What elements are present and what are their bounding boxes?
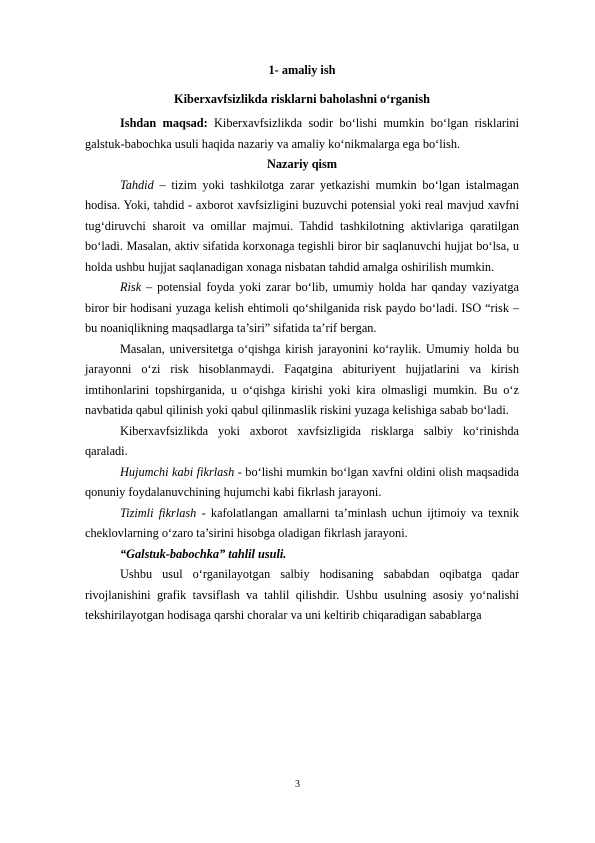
goal-label: Ishdan maqsad: bbox=[120, 116, 208, 130]
page-number: 3 bbox=[295, 779, 300, 790]
page-content bbox=[85, 60, 519, 626]
cyber-paragraph: Kiberxavfsizlikda yoki axborot xavfsizligida risklarga salbiy ko‘rinishda qaraladi. bbox=[85, 423, 519, 458]
systemic-text: - kafolatlangan amallarni ta’minlash uchun ijtimoiy va texnik cheklovlarning o‘zaro ta’sirini hisobga oladigan fikrlash jarayoni. bbox=[85, 505, 519, 540]
threat-text: – tizim yoki tashkilotga zarar yetkazishi mumkin bo‘lgan istalmagan hodisa. Yoki, tahdid - axborot xavfsizligini buzuvchi potensial yoki real mavjud xavfni tug‘diruvchi sharoit va omillar majmui. Tahdid tashkilotning aktivlariga qaratilgan bo‘ladi. Masalan, aktiv sifatida korxonaga tegishli biror bir saqlanuvchi hujjat bo‘lsa, u holda ushbu hujjat saqlanadigan xonaga nisbatan tahdid amalga oshirilish mumkin. bbox=[85, 177, 519, 274]
section-title: Nazariy qism bbox=[266, 157, 338, 171]
method-subheading-text: “Galstuk-babochka” tahlil usuli. bbox=[120, 546, 287, 561]
goal-text: Kiberxavfsizlikda sodir bo‘lishi mumkin bo‘lgan risklarini galstuk-babochka usuli haqida nazariy va amaliy ko‘nikmalarga ega bo‘lish. bbox=[85, 116, 519, 151]
threat-term: Tahdid bbox=[120, 177, 154, 192]
attacker-text: - bo‘lishi mumkin bo‘lgan xavfni oldini olish maqsadida qonuniy foydalanuvchining hujumchi kabi fikrlash jarayoni. bbox=[85, 464, 519, 499]
method-paragraph: Ushbu usul o‘rganilayotgan salbiy hodisaning sababdan oqibatga qadar rivojlanishini grafik tavsiflash va tahlil qilishdir. Ushbu usulning asosiy yo‘nalishi tekshirilayotgan hodisaga qarshi choralar va uni keltirib chiqaradigan sabablarga bbox=[85, 567, 519, 622]
risk-text: – potensial foyda yoki zarar bo‘lib, umumiy holda har qanday vaziyatga biror bir hodisani yuzaga kelish ehtimoli qo‘shilganida risk paydo bo‘ladi. ISO “risk – bu noaniqlikning maqsadlarga ta’siri” sifatida ta’rif bergan. bbox=[85, 280, 519, 335]
attacker-term: Hujumchi kabi fikrlash bbox=[120, 464, 235, 479]
lab-title: Kiberxavfsizlikda risklarni baholashni o‘rganish bbox=[174, 91, 430, 106]
attacker-paragraph bbox=[85, 462, 519, 503]
risk-term: Risk bbox=[120, 280, 142, 294]
risk-paragraph bbox=[85, 277, 519, 339]
systemic-paragraph bbox=[85, 503, 519, 544]
systemic-term: Tizimli fikrlash bbox=[120, 505, 197, 520]
goal-paragraph bbox=[85, 113, 519, 154]
lab-heading: 1- amaliy ish bbox=[268, 63, 336, 77]
threat-paragraph bbox=[85, 175, 519, 278]
method-subheading bbox=[85, 544, 519, 565]
example-paragraph: Masalan, universitetga o‘qishga kirish jarayonini ko‘raylik. Umumiy holda bu jarayonni o‘zi risk hisoblanmaydi. Faqatgina abituriyent hujjatlarini va kirish imtihonlarini topshirganida, u o‘qishga kirishi yoki kira olmasligi mumkin. Bu o‘z navbatida qabul qilinish yoki qabul qilinmaslik riskini yuzaga kelishiga sabab bo‘ladi. bbox=[85, 341, 519, 417]
